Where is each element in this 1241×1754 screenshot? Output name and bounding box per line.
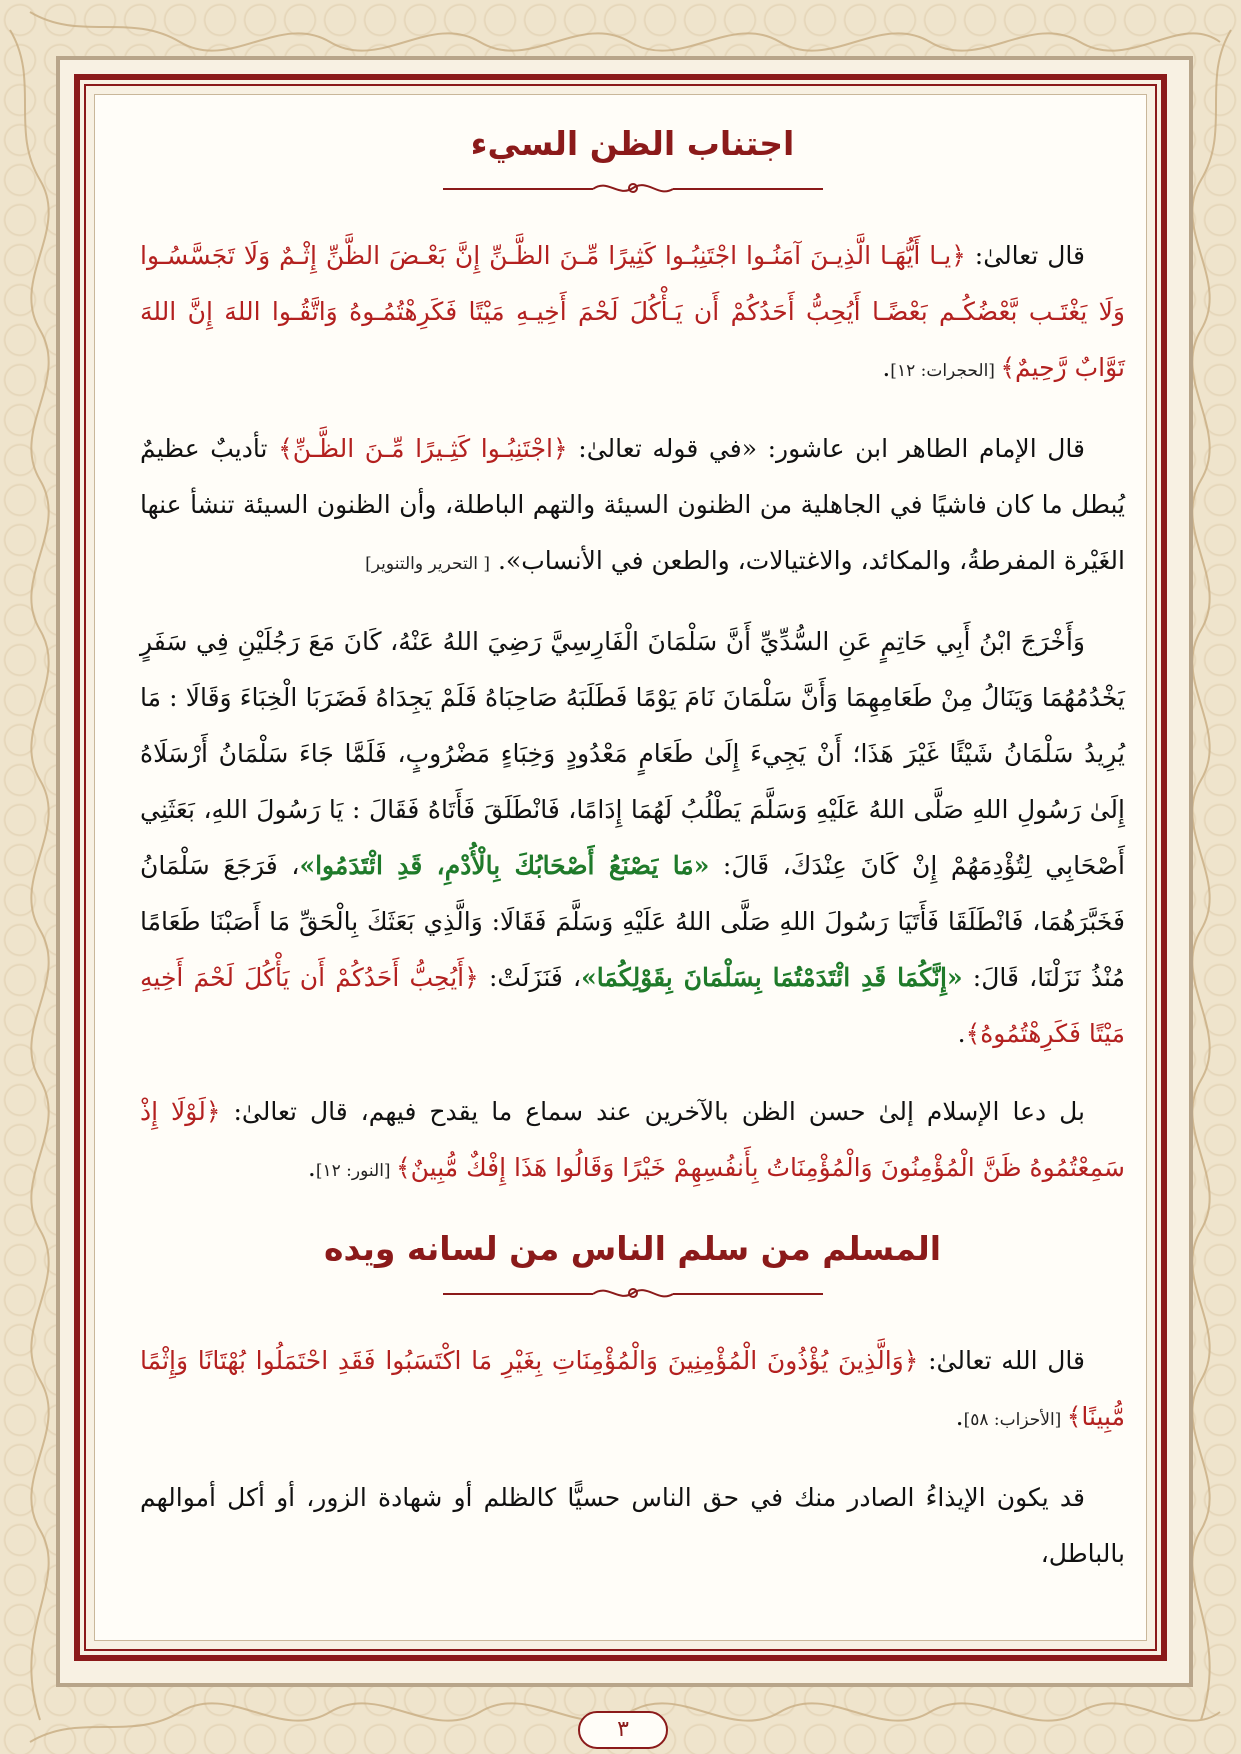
body-text: تأديبٌ عظيمٌ يُبطل ما كان فاشيًا في الجاهلية من الظنون السيئة والتهم الباطلة، وأن الظنون السيئة تنشأ عنها الغَيْرة المفرطةُ، والمكائد، والاغتيالات، والطعن في الأنساب». xyxy=(140,434,1125,575)
ornament-divider xyxy=(443,1281,823,1305)
paragraph xyxy=(140,1084,1125,1199)
punctuation: . xyxy=(307,1153,316,1182)
hadith-quote: «مَا يَصْنَعُ أَصْحَابُكَ بِالْأُدْمِ، قَدِ ائْتَدَمُوا» xyxy=(299,851,710,880)
lead-text: بل دعا الإسلام إلىٰ حسن الظن بالآخرين عند سماع ما يقدح فيهم، قال تعالىٰ: xyxy=(220,1097,1085,1126)
paragraph xyxy=(140,421,1125,592)
lead-text: قال تعالىٰ: xyxy=(965,241,1085,270)
hadith-quote: «إِنَّكُمَا قَدِ ائْتَدَمْتُمَا بِسَلْمَانَ بِقَوْلِكُمَا» xyxy=(581,963,963,992)
page-number: ٣ xyxy=(578,1711,668,1749)
paragraph xyxy=(140,614,1125,1062)
quran-verse: ﴿وَالَّذِينَ يُؤْذُونَ الْمُؤْمِنِينَ وَالْمُؤْمِنَاتِ بِغَيْرِ مَا اكْتَسَبُوا فَقَدِ احْتَمَلُوا بُهْتَانًا وَإِثْمًا مُّبِينًا﴾ xyxy=(140,1346,1125,1431)
section-title: المسلم من سلم الناس من لسانه ويده xyxy=(323,1229,942,1268)
paragraph xyxy=(140,1470,1125,1582)
verse-reference: [الحجرات: ١٢] xyxy=(890,361,1001,381)
source-reference: [ التحرير والتنوير] xyxy=(365,554,491,574)
punctuation: . xyxy=(955,1402,964,1431)
quran-verse: ﴿اجْتَنِبُـوا كَثِـيرًا مِّـنَ الظَّـنِّ﴾ xyxy=(278,434,568,463)
quran-verse: ﴿لَوْلَا إِذْ سَمِعْتُمُوهُ ظَنَّ الْمُؤْمِنُونَ وَالْمُؤْمِنَاتُ بِأَنفُسِهِمْ خَيْرًا وَقَالُوا هَذَا إِفْكٌ مُّبِينٌ﴾ xyxy=(140,1097,1125,1182)
lead-text: قال الله تعالىٰ: xyxy=(918,1346,1085,1375)
paragraph xyxy=(140,228,1125,399)
body-text: ، فَنَزَلَتْ: xyxy=(478,963,582,992)
punctuation: . xyxy=(882,353,891,382)
body-text: وَأَخْرَجَ ابْنُ أَبِي حَاتِمٍ عَنِ السُّدِّيِّ أَنَّ سَلْمَانَ الْفَارِسِيَّ رَضِيَ اللهُ عَنْهُ، كَانَ مَعَ رَجُلَيْنِ فِي سَفَرٍ يَخْدُمُهُمَا وَيَنَالُ مِنْ طَعَامِهِمَا وَأَنَّ سَلْمَانَ نَامَ يَوْمًا فَطَلَبَهُ صَاحِبَاهُ فَلَمْ يَجِدَاهُ فَضَرَبَا الْخِبَاءَ وَقَالَا : مَا يُرِيدُ سَلْمَانُ شَيْئًا غَيْرَ هَذَا؛ أَنْ يَجِيءَ إِلَىٰ طَعَامٍ مَعْدُودٍ وَخِبَاءٍ مَضْرُوبٍ، فَلَمَّا جَاءَ سَلْمَانُ أَرْسَلَاهُ إِلَىٰ رَسُولِ اللهِ صَلَّى اللهُ عَلَيْهِ وَسَلَّمَ يَطْلُبُ لَهُمَا إِدَامًا، فَانْطَلَقَ فَأَتَاهُ فَقَالَ : يَا رَسُولَ اللهِ، بَعَثَنِي أَصْحَابِي لِتُؤْدِمَهُمْ إِنْ كَانَ عِنْدَكَ، قَالَ: xyxy=(140,627,1125,880)
body-text: ، فَرَجَعَ سَلْمَانُ فَخَبَّرَهُمَا، فَانْطَلَقَا فَأَتَيَا رَسُولَ اللهِ صَلَّى اللهُ عَلَيْهِ وَسَلَّمَ فَقَالَا: وَالَّذِي بَعَثَكَ بِالْحَقِّ مَا أَصَبْنَا طَعَامًا مُنْذُ نَزَلْنَا، قَالَ: xyxy=(140,851,1125,992)
lead-text: قال الإمام الطاهر ابن عاشور: «في قوله تعالىٰ: xyxy=(567,434,1085,463)
quran-verse: ﴿أَيُحِبُّ أَحَدُكُمْ أَن يَأْكُلَ لَحْمَ أَخِيهِ مَيْتًا فَكَرِهْتُمُوهُ﴾ xyxy=(140,963,1125,1048)
ornament-divider xyxy=(443,176,823,200)
verse-reference: [النور: ١٢] xyxy=(315,1161,396,1181)
quran-verse: ﴿يـا أَيُّهَـا الَّذِيـنَ آمَنُـوا اجْتَنِبُـوا كَثِيرًا مِّـنَ الظَّـنِّ إِنَّ بَعْـضَ الظَّنِّ إِثْـمٌ وَلَا تَجَسَّسُـوا وَلَا يَغْتَـب بَّعْضُكُـم بَعْضًـا أَيُحِبُّ أَحَدُكُمْ أَن يَـأْكُلَ لَحْمَ أَخِيـهِ مَيْتًا فَكَرِهْتُمُـوهُ وَاتَّقُـوا اللهَ إِنَّ اللهَ تَوَّابٌ رَّحِيمٌ﴾ xyxy=(140,241,1125,382)
body-text: قد يكون الإيذاءُ الصادر منك في حق الناس حسيًّا كالظلم أو شهادة الزور، أو أكل أموالهم بالباطل، xyxy=(140,1483,1125,1568)
verse-reference: [الأحزاب: ٥٨] xyxy=(963,1410,1067,1430)
section-title: اجتناب الظن السيء xyxy=(470,124,795,163)
punctuation: . xyxy=(957,1019,966,1048)
paragraph xyxy=(140,1333,1125,1448)
page-content xyxy=(140,100,1125,1604)
